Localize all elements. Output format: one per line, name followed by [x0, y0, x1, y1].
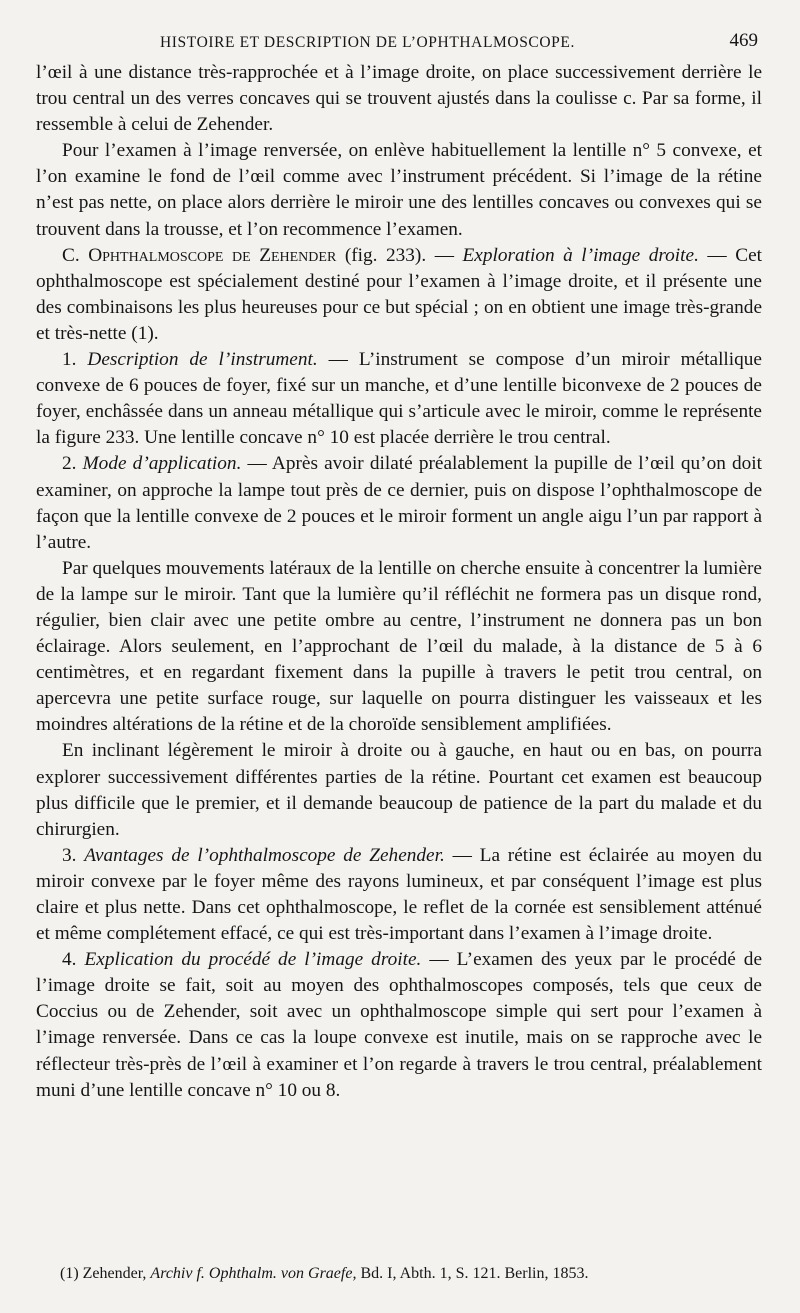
- paragraph-text: — La rétine est éclairée au moyen du miroir convexe par le foyer même des rayons lumineux, et par conséquent l’image est plus claire et plus nette. Dans cet ophthalmoscope, le reflet de la cornée est sensiblement atténué et même complétement effacé, ce qui est très-important dans l’examen à l’image droite.: [36, 844, 762, 945]
- item-heading: Explication du procédé de l’image droite.: [84, 949, 422, 971]
- section-subheading: Exploration à l’image droite.: [462, 244, 699, 266]
- paragraph-text: — Après avoir dilaté préalablement la pupille de l’œil qu’on doit examiner, on approche la lampe tout près de ce dernier, puis on dispose l’ophthalmoscope de façon que la lentille convexe de 2 pouces et le miroir forment un angle aigu l’un par rapport à l’autre.: [36, 453, 763, 553]
- paragraph-continuation: l’œil à une distance très-rapprochée et à l’image droite, on place successivement derrière le trou central un des verres concaves qui se trouvent ajustés dans la coulisse c. Par sa forme, il ressemble à celui de Zehender.: [36, 62, 762, 136]
- section-heading: C. Ophthalmoscope de Zehender: [62, 244, 337, 266]
- heading-figure-ref: (fig. 233). —: [336, 244, 463, 266]
- paragraph-text: — Cet ophthalmoscope est spécialement destiné pour l’examen à l’image droite, et il présente une des combinaisons les plus heureuses pour ce but spécial ; on en obtient une image très-grande et très-nette (1).: [36, 244, 762, 344]
- paragraph-avantages: [36, 843, 762, 947]
- body-text: [36, 60, 762, 1104]
- footnote-journal: Archiv f. Ophthalm. von Graefe,: [150, 1265, 357, 1282]
- footnote-suffix: Bd. I, Abth. 1, S. 121. Berlin, 1853.: [356, 1265, 589, 1282]
- paragraph-description: [36, 347, 762, 451]
- paragraph-explication: [36, 947, 762, 1104]
- paragraph-inclinant: En inclinant légèrement le miroir à droite ou à gauche, en haut ou en bas, on pourra explorer successivement différentes parties de la rétine. Pourtant cet examen est beaucoup plus difficile que le premier, et il demande beaucoup de patience de la part du malade et du chirurgien.: [36, 740, 762, 840]
- item-number: 4.: [62, 949, 85, 971]
- item-number: 3.: [62, 844, 85, 866]
- paragraph-text: — L’examen des yeux par le procédé de l’image droite se fait, soit au moyen des ophthalmoscopes composés, tels que ceux de Coccius ou de Zehender, soit avec un ophthalmoscope simple qui sert pour l’examen à l’image renversée. Dans ce cas la loupe convexe est inutile, mais on se rapproche avec le réflecteur très-près de l’œil à examiner et l’on regarde à travers le trou central, préalablement muni d’une lentille concave n° 10 ou 8.: [36, 949, 763, 1101]
- paragraph-mode-application: [36, 451, 762, 555]
- footnote: [60, 1263, 762, 1285]
- footnote-prefix: (1) Zehender,: [60, 1265, 151, 1282]
- paragraph-zehender-heading: [36, 243, 762, 347]
- item-number: 1.: [62, 349, 88, 371]
- running-head: [36, 30, 762, 60]
- item-heading: Description de l’instrument.: [87, 349, 318, 371]
- item-heading: Mode d’application.: [82, 453, 242, 475]
- page-number: 469: [729, 30, 758, 51]
- paragraph-mouvements: Par quelques mouvements latéraux de la lentille on cherche ensuite à concentrer la lumière de la lampe sur le miroir. Tant que la lumière qu’il réfléchit ne formera pas un disque rond, régulier, bien clair avec une petite ombre au centre, l’instrument ne donnera pas un bon éclairage. Alors seulement, en l’approchant de l’œil du malade, à la distance de 5 à 6 centimètres, et en regardant fixement dans la pupille à travers le petit trou central, on apercevra une petite surface rouge, sur laquelle on pourra distinguer les vaisseaux et les moindres altérations de la rétine et de la choroïde sensiblement amplifiées.: [36, 557, 762, 736]
- item-heading: Avantages de l’ophthalmoscope de Zehender.: [84, 844, 445, 866]
- paragraph-text: — L’instrument se compose d’un miroir métallique convexe de 6 pouces de foyer, fixé sur un manche, et d’une lentille biconvexe de 2 pouces de foyer, enchâssée dans un anneau métallique qui s’articule avec le miroir, comme le représente la figure 233. Une lentille concave n° 10 est placée derrière le trou central.: [36, 349, 762, 449]
- running-title: HISTOIRE ET DESCRIPTION DE L’OPHTHALMOSCOPE.: [160, 34, 575, 51]
- paragraph-image-renversee: Pour l’examen à l’image renversée, on enlève habituellement la lentille n° 5 convexe, et l’on examine le fond de l’œil comme avec l’instrument précédent. Si l’image de la rétine n’est pas nette, on place alors derrière le miroir une des lentilles concaves ou convexes qui se trouvent dans la trousse, et l’on recommence l’examen.: [36, 140, 762, 240]
- item-number: 2.: [62, 453, 83, 475]
